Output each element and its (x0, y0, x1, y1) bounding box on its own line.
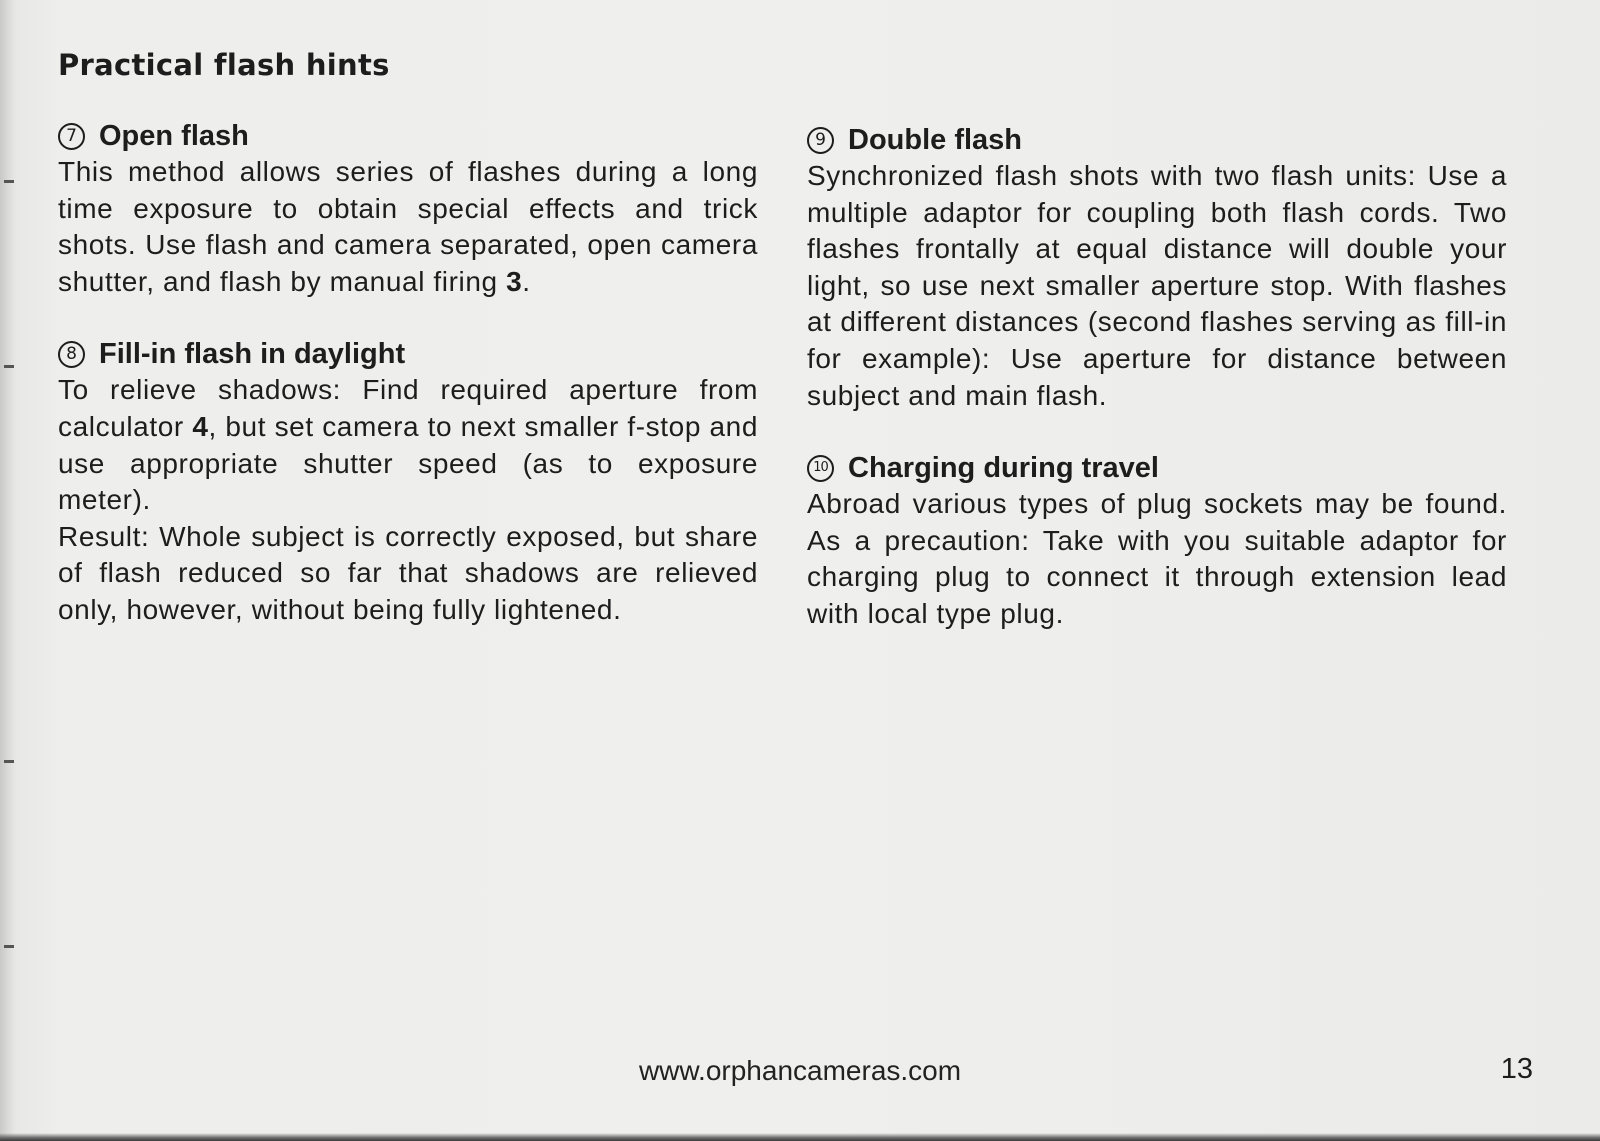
circled-number-icon: 9 (807, 127, 834, 154)
heading-text: Charging during travel (848, 452, 1159, 485)
circled-number-icon: 7 (58, 123, 85, 150)
binding-edge (0, 0, 14, 1141)
figure-reference: 3 (506, 265, 523, 297)
section-double-flash (807, 122, 1507, 414)
section-heading (807, 122, 1507, 158)
section-charging (807, 450, 1507, 632)
heading-text: Open flash (99, 120, 249, 152)
heading-text: Double flash (848, 124, 1023, 156)
heading-text: Fill-in flash in daylight (99, 338, 406, 371)
circled-number-icon: 8 (58, 341, 85, 368)
body-text: To relieve shadows: Find required aperture from calculator (58, 374, 758, 442)
section-heading (58, 118, 758, 154)
section-body: Synchronized flash shots with two flash units: Use a multiple adaptor for coupling both flash cords. Two flashes frontally at equal distance will double your light, so use next smaller aperture stop. With flashes at different distances (second flashes serving as fill-in for example): Use aperture for distance between subject and main flash. (807, 160, 1507, 411)
section-body (58, 372, 758, 518)
body-text: This method allows series of flashes during a long time exposure to obtain special effects and trick shots. Use flash and camera separated, open camera shutter, and flash by manual firing (58, 156, 758, 297)
page-bottom-edge (0, 1133, 1600, 1141)
right-column (807, 122, 1507, 633)
section-heading (58, 336, 758, 372)
result-text: Result: Whole subject is correctly exposed, but share of flash reduced so far that shadows are relieved only, however, without being fully lightened. (58, 520, 758, 625)
section-body: Abroad various types of plug sockets may be found. As a precaution: Take with you suitable adaptor for charging plug to connect it through extension lead with local type plug. (807, 488, 1507, 629)
binding-mark (4, 180, 14, 183)
binding-mark (4, 760, 14, 763)
figure-reference: 4 (192, 410, 209, 442)
section-fill-in-flash (58, 336, 758, 628)
left-column (58, 118, 758, 629)
body-text-end: . (522, 265, 531, 297)
page-number: 13 (1500, 1053, 1533, 1085)
binding-mark (4, 365, 14, 368)
page-title: Practical flash hints (58, 48, 390, 82)
section-heading (807, 450, 1507, 486)
binding-mark (4, 945, 14, 948)
footer-url: www.orphancameras.com (638, 1055, 962, 1086)
section-body (58, 154, 758, 300)
section-open-flash (58, 118, 758, 300)
body-text-cont: , but set camera to next smaller f-stop and use appropriate shutter speed (as to exposure meter). (58, 410, 758, 516)
circled-number-icon: 10 (807, 455, 834, 482)
